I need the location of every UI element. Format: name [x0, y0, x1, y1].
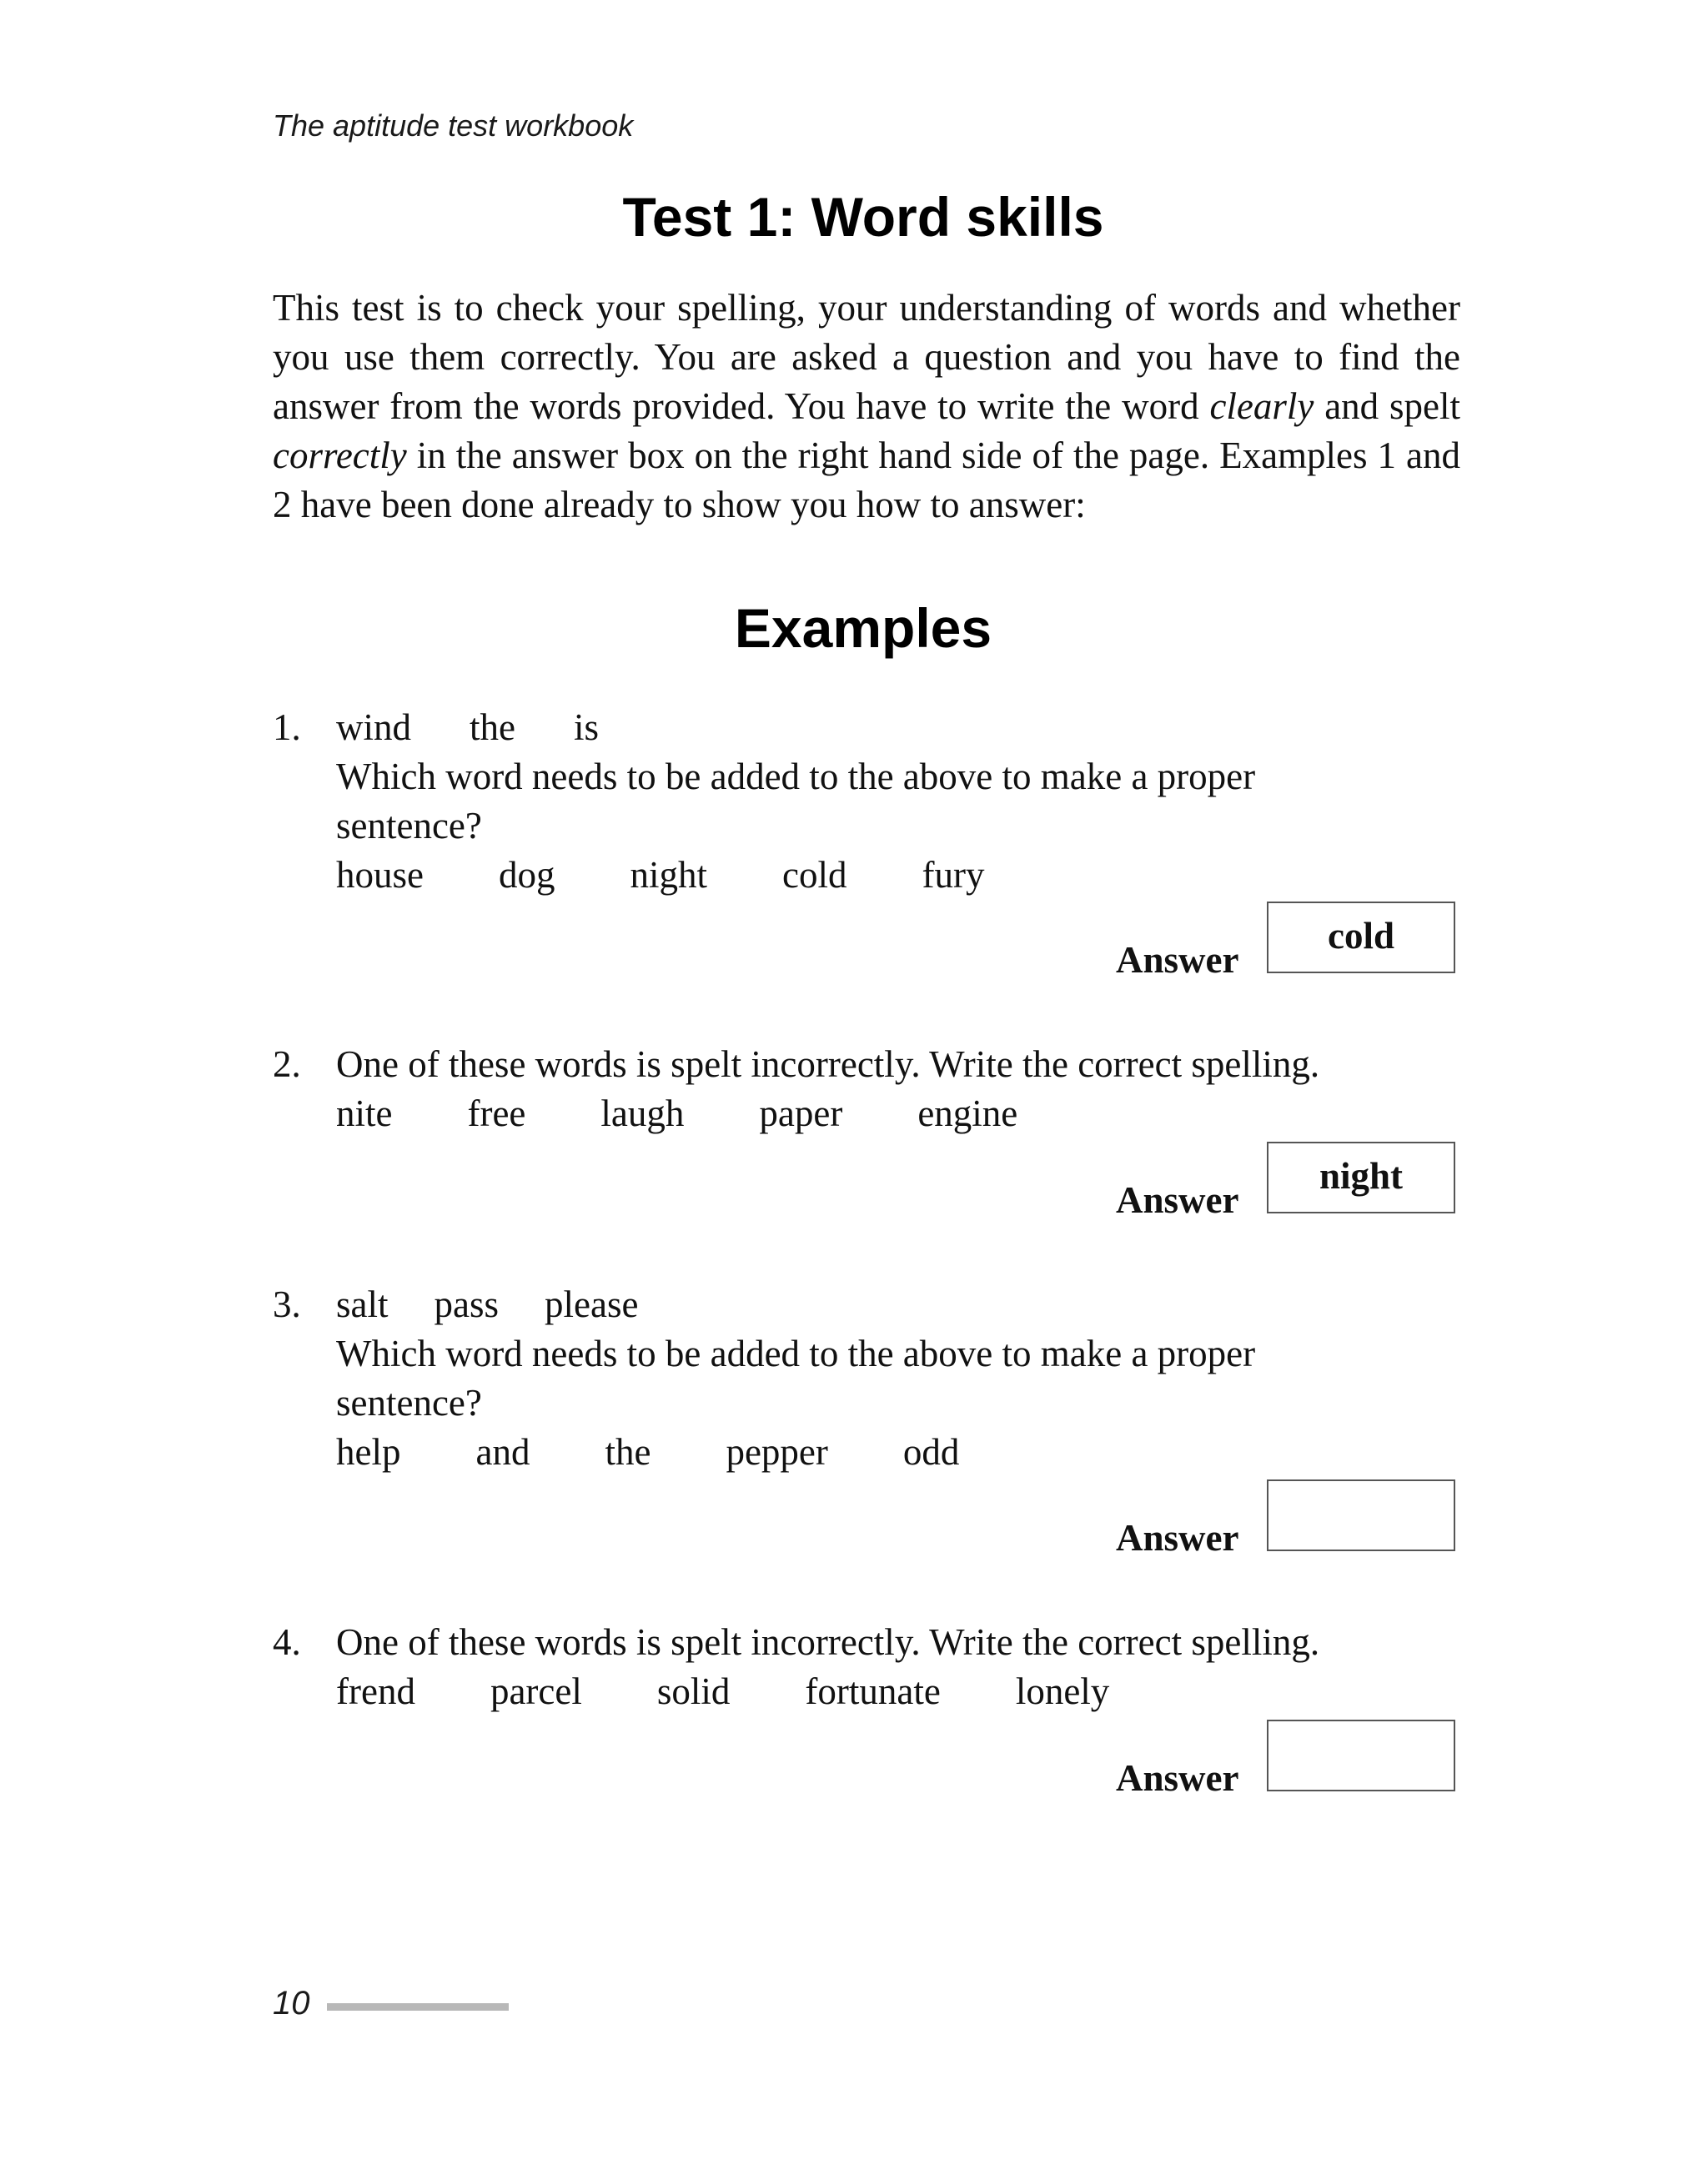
given-word: pass	[434, 1283, 499, 1325]
answer-options	[336, 851, 1460, 900]
option-word: lonely	[1015, 1670, 1110, 1712]
option-word: solid	[656, 1670, 731, 1712]
option-word: fortunate	[805, 1670, 941, 1712]
answer-label: Answer	[1116, 1757, 1239, 1799]
question-number: 3.	[273, 1283, 301, 1325]
option-word: and	[475, 1431, 530, 1473]
footer-rule	[327, 2003, 509, 2011]
option-word: the	[605, 1431, 651, 1473]
question-number: 2.	[273, 1043, 301, 1085]
question-body	[336, 1040, 1460, 1138]
given-word: salt	[336, 1283, 389, 1325]
page-number: 10	[273, 1985, 310, 2022]
intro-text-1: This test is to check your spelling, your understanding of words and whether you use them correctly. You are asked a question and you have to find the answer from the words provided. You have to write the word	[273, 287, 1460, 427]
question-number: 1.	[273, 706, 301, 748]
given-word: please	[545, 1283, 639, 1325]
intro-text-3: in the answer box on the right hand side of the page. Examples 1 and 2 have been done already to show you how to answer:	[273, 435, 1460, 525]
given-word: wind	[336, 706, 411, 748]
option-word: frend	[336, 1670, 415, 1712]
option-word: odd	[902, 1431, 960, 1473]
question-prompt: One of these words is spelt incorrectly. Write the correct spelling.	[336, 1621, 1320, 1663]
answer-label: Answer	[1116, 1517, 1239, 1559]
answer-box[interactable]	[1267, 1720, 1455, 1791]
question-prompt: One of these words is spelt incorrectly. Write the correct spelling.	[336, 1043, 1320, 1085]
answer-options	[336, 1428, 1460, 1477]
question-body	[336, 1618, 1460, 1716]
question-prompt-cont: sentence?	[336, 805, 482, 846]
option-word: parcel	[490, 1670, 582, 1712]
answer-label: Answer	[1116, 1179, 1239, 1221]
section-heading: Examples	[734, 597, 992, 659]
given-word: the	[470, 706, 515, 748]
answer-value: cold	[1327, 915, 1394, 957]
page-title: Test 1: Word skills	[622, 186, 1104, 248]
intro-emphasis-correctly: correctly	[273, 435, 407, 476]
question-prompt-cont: sentence?	[336, 1382, 482, 1424]
answer-box[interactable]	[1267, 902, 1455, 973]
option-word: pepper	[726, 1431, 828, 1473]
question-number: 4.	[273, 1621, 301, 1663]
option-word: engine	[917, 1093, 1018, 1134]
answer-options	[336, 1089, 1460, 1138]
option-word: free	[467, 1093, 526, 1134]
given-words	[336, 703, 1460, 752]
intro-text-2: and spelt	[1314, 385, 1460, 427]
question-body	[336, 703, 1460, 900]
option-word: night	[630, 854, 708, 896]
answer-label: Answer	[1116, 939, 1239, 981]
option-word: fury	[922, 854, 985, 896]
intro-paragraph	[273, 284, 1460, 530]
question-body	[336, 1280, 1460, 1477]
question-prompt: Which word needs to be added to the above to make a proper	[336, 1333, 1256, 1374]
running-head: The aptitude test workbook	[273, 108, 634, 143]
option-word: help	[336, 1431, 401, 1473]
option-word: house	[336, 854, 424, 896]
question-prompt: Which word needs to be added to the above to make a proper	[336, 756, 1256, 797]
option-word: nite	[336, 1093, 393, 1134]
answer-options	[336, 1667, 1460, 1716]
option-word: cold	[782, 854, 847, 896]
answer-box[interactable]	[1267, 1142, 1455, 1213]
answer-box[interactable]	[1267, 1479, 1455, 1551]
option-word: laugh	[600, 1093, 685, 1134]
answer-value: night	[1319, 1155, 1404, 1197]
intro-emphasis-clearly: clearly	[1209, 385, 1314, 427]
given-word: is	[573, 706, 599, 748]
given-words	[336, 1280, 1460, 1329]
option-word: paper	[759, 1093, 843, 1134]
option-word: dog	[499, 854, 555, 896]
